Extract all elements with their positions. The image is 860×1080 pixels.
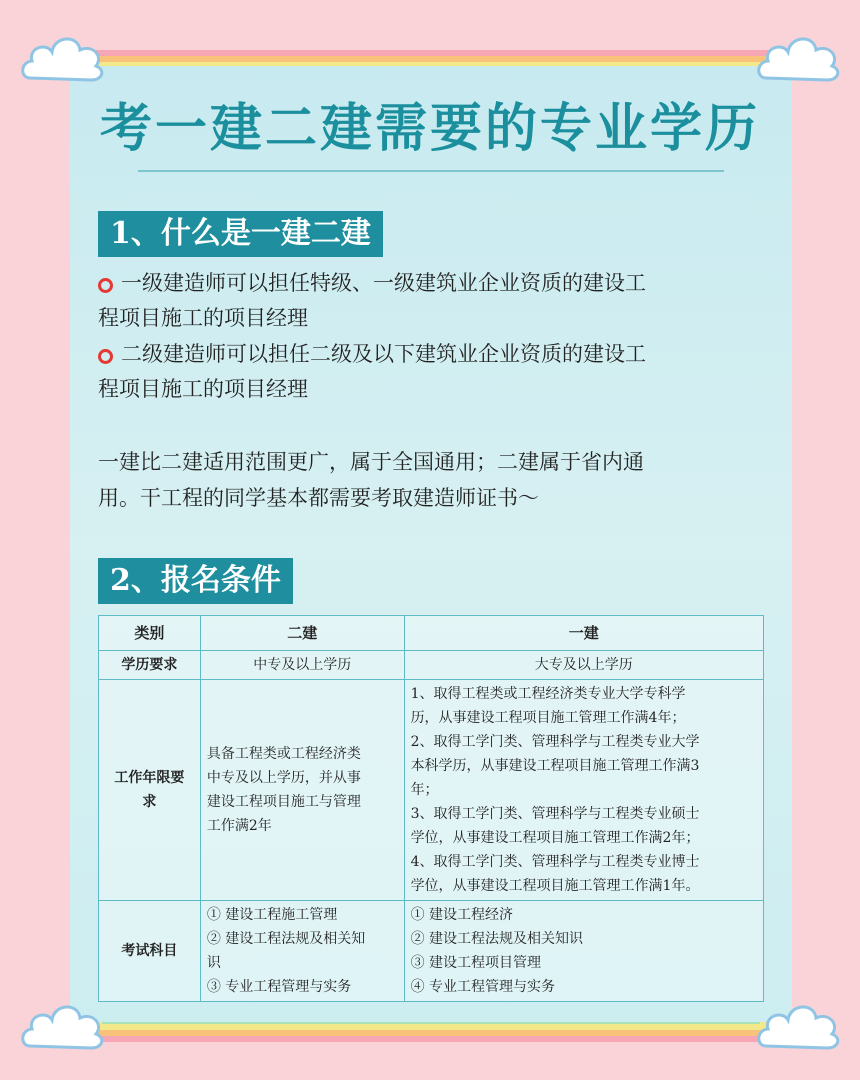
cell-line: 学历要求 [121,657,178,673]
bullet-text-line: 二级建造师可以担任二级及以下建筑业企业资质的建设工 [121,342,646,366]
cell-line: 2、取得工学门类、管理科学与工程类专业大学 [410,734,700,750]
cell-line: ② 建设工程法规及相关知识 [410,931,584,947]
table-row-exam-subjects [99,901,764,1002]
cloud-icon-bottom-right [754,996,842,1054]
cell-line: 本科学历，从事建设工程项目施工管理工作满3 [410,758,700,774]
column-header-category: 类别 [99,616,201,651]
cell-line: 3、取得工学门类、管理科学与工程类专业硕士 [410,806,700,822]
cell-erjian-education [200,651,404,680]
paragraph-line: 用。干工程的同学基本都需要考取建造师证书～ [98,486,539,510]
cell-line: 识 [206,955,221,971]
title-divider [138,170,724,172]
cell-yijian-subjects [404,901,763,1002]
cell-yijian-work-years [404,680,763,901]
section-heading-what-is: 1、什么是一建二建 [98,211,383,257]
comparison-paragraph [98,444,758,516]
section-heading-requirements: 2、报名条件 [98,558,293,604]
cell-line: 学位，从事建设工程项目施工管理工作满1年。 [410,878,700,894]
cell-line: 工作年限要 [114,770,185,786]
cloud-icon-top-left [18,28,106,86]
cell-erjian-work-years [200,680,404,901]
cell-line: 大专及以上学历 [534,657,633,673]
cloud-icon-top-right [754,28,842,86]
page-title: 考一建二建需要的专业学历 [99,98,760,159]
cell-line: 4、取得工学门类、管理科学与工程类专业博士 [410,854,700,870]
cell-line: 学位，从事建设工程项目施工管理工作满2年； [410,830,700,846]
row-label-education [99,651,201,680]
cell-line: 中专及以上学历，并从事 [206,770,361,786]
cell-line: ③ 专业工程管理与实务 [206,979,352,995]
cell-line: 考试科目 [121,943,178,959]
column-header-yijian: 一建 [404,616,763,651]
paragraph-line: 一建比二建适用范围更广，属于全国通用；二建属于省内通 [98,450,644,474]
row-label-exam-subjects [99,901,201,1002]
cell-line: ① 建设工程经济 [410,907,514,923]
cell-line: ① 建设工程施工管理 [206,907,338,923]
row-label-work-years [99,680,201,901]
bullet-item-erjian [98,337,758,407]
bullet-text-line: 程项目施工的项目经理 [98,377,308,401]
cloud-icon-bottom-left [18,996,106,1054]
cell-yijian-education [404,651,763,680]
cell-line: 具备工程类或工程经济类 [206,746,361,762]
cell-line: ③ 建设工程项目管理 [410,955,542,971]
cell-line: 1、取得工程类或工程经济类专业大学专科学 [410,686,686,702]
requirements-table [98,615,764,1002]
red-circle-bullet-icon [98,278,113,293]
table-header-row [99,616,764,651]
cell-line: 工作满2年 [206,818,272,834]
cell-erjian-subjects [200,901,404,1002]
red-circle-bullet-icon [98,349,113,364]
cell-line: 年； [410,782,439,798]
cell-line: 求 [142,794,157,810]
bullet-item-yijian [98,266,758,336]
cell-line: ② 建设工程法规及相关知 [206,931,366,947]
cell-line: ④ 专业工程管理与实务 [410,979,556,995]
cell-line: 建设工程项目施工与管理 [206,794,361,810]
bullet-text-line: 程项目施工的项目经理 [98,306,308,330]
table-row-work-years [99,680,764,901]
cell-line: 历，从事建设工程项目施工管理工作满4年； [410,710,686,726]
bullet-text-line: 一级建造师可以担任特级、一级建筑业企业资质的建设工 [121,271,646,295]
cell-line: 中专及以上学历 [253,657,352,673]
column-header-erjian: 二建 [200,616,404,651]
table-row-education [99,651,764,680]
